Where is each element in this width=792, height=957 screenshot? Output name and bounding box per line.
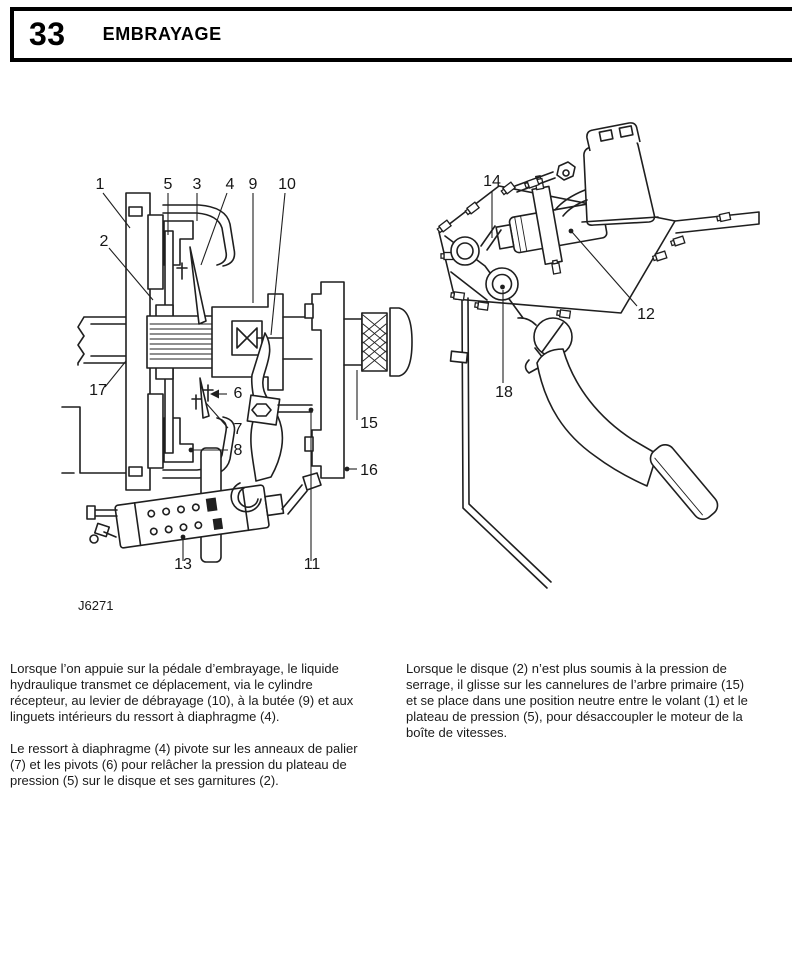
callout-label-18: 18 bbox=[495, 384, 513, 401]
callout-label-12: 12 bbox=[637, 306, 655, 323]
callout-label-17: 17 bbox=[89, 382, 107, 399]
paragraph-diaphragm-spring bbox=[10, 741, 398, 789]
callout-label-1: 1 bbox=[95, 176, 105, 193]
callout-label-9: 9 bbox=[248, 176, 258, 193]
callout-label-8: 8 bbox=[233, 442, 243, 459]
clutch-cross-section-figure bbox=[60, 165, 430, 615]
callout-label-16: 16 bbox=[360, 462, 378, 479]
section-title: EMBRAYAGE bbox=[102, 24, 222, 44]
clutch-cross-section-drawing bbox=[60, 165, 430, 615]
text-line: serrage, il glisse sur les cannelures de l’arbre primaire (15) bbox=[406, 677, 745, 692]
pedal-assembly-figure bbox=[425, 120, 760, 620]
pedal-pad bbox=[646, 441, 721, 524]
clutch-pedal bbox=[537, 349, 722, 523]
callout-label-3: 3 bbox=[192, 176, 202, 193]
body-right-column bbox=[406, 661, 786, 741]
callout-label-10: 10 bbox=[278, 176, 296, 193]
hydraulic-lines bbox=[87, 506, 117, 543]
text-line: récepteur, au levier de débrayage (10), à la butée (9) et aux bbox=[10, 693, 354, 708]
text-line: Lorsque le disque (2) n’est plus soumis à la pression de bbox=[406, 661, 727, 676]
figure-reference: J6271 bbox=[78, 598, 114, 613]
pedal-bracket bbox=[437, 182, 759, 588]
paragraph-pedal-hydraulics bbox=[10, 661, 398, 725]
callout-label-11: 11 bbox=[303, 556, 321, 573]
text-line: (7) et les pivots (6) pour relâcher la pression du plateau de bbox=[10, 757, 347, 772]
callout-label-14: 14 bbox=[483, 173, 501, 190]
text-line: hydraulique transmet ce déplacement, via le cylindre bbox=[10, 677, 313, 692]
text-line: boîte de vitesses. bbox=[406, 725, 508, 740]
text-line: Le ressort à diaphragme (4) pivote sur les anneaux de palier bbox=[10, 741, 358, 756]
body-left-column bbox=[10, 661, 398, 789]
text-line: Lorsque l’on appuie sur la pédale d’embrayage, le liquide bbox=[10, 661, 339, 676]
text-line: plateau de pression (5), pour désaccoupler le moteur de la bbox=[406, 709, 743, 724]
callout-label-4: 4 bbox=[225, 176, 235, 193]
text-line: et se place dans une position neutre entre le volant (1) et le bbox=[406, 693, 748, 708]
pedal-assembly-drawing bbox=[425, 120, 760, 620]
section-number: 33 bbox=[29, 16, 66, 52]
input-shaft-splines bbox=[344, 308, 412, 376]
text-line: linguets intérieurs du ressort à diaphragme (4). bbox=[10, 709, 280, 724]
paragraph-disc-release bbox=[406, 661, 786, 741]
callout-label-15: 15 bbox=[360, 415, 378, 432]
text-line: pression (5) sur le disque et ses garnitures (2). bbox=[10, 773, 279, 788]
callout-label-6: 6 bbox=[233, 385, 243, 402]
callout-label-2: 2 bbox=[99, 233, 109, 250]
callout-label-5: 5 bbox=[163, 176, 173, 193]
section-header bbox=[10, 7, 792, 62]
callout-label-7: 7 bbox=[233, 421, 243, 438]
callout-label-13: 13 bbox=[174, 556, 192, 573]
